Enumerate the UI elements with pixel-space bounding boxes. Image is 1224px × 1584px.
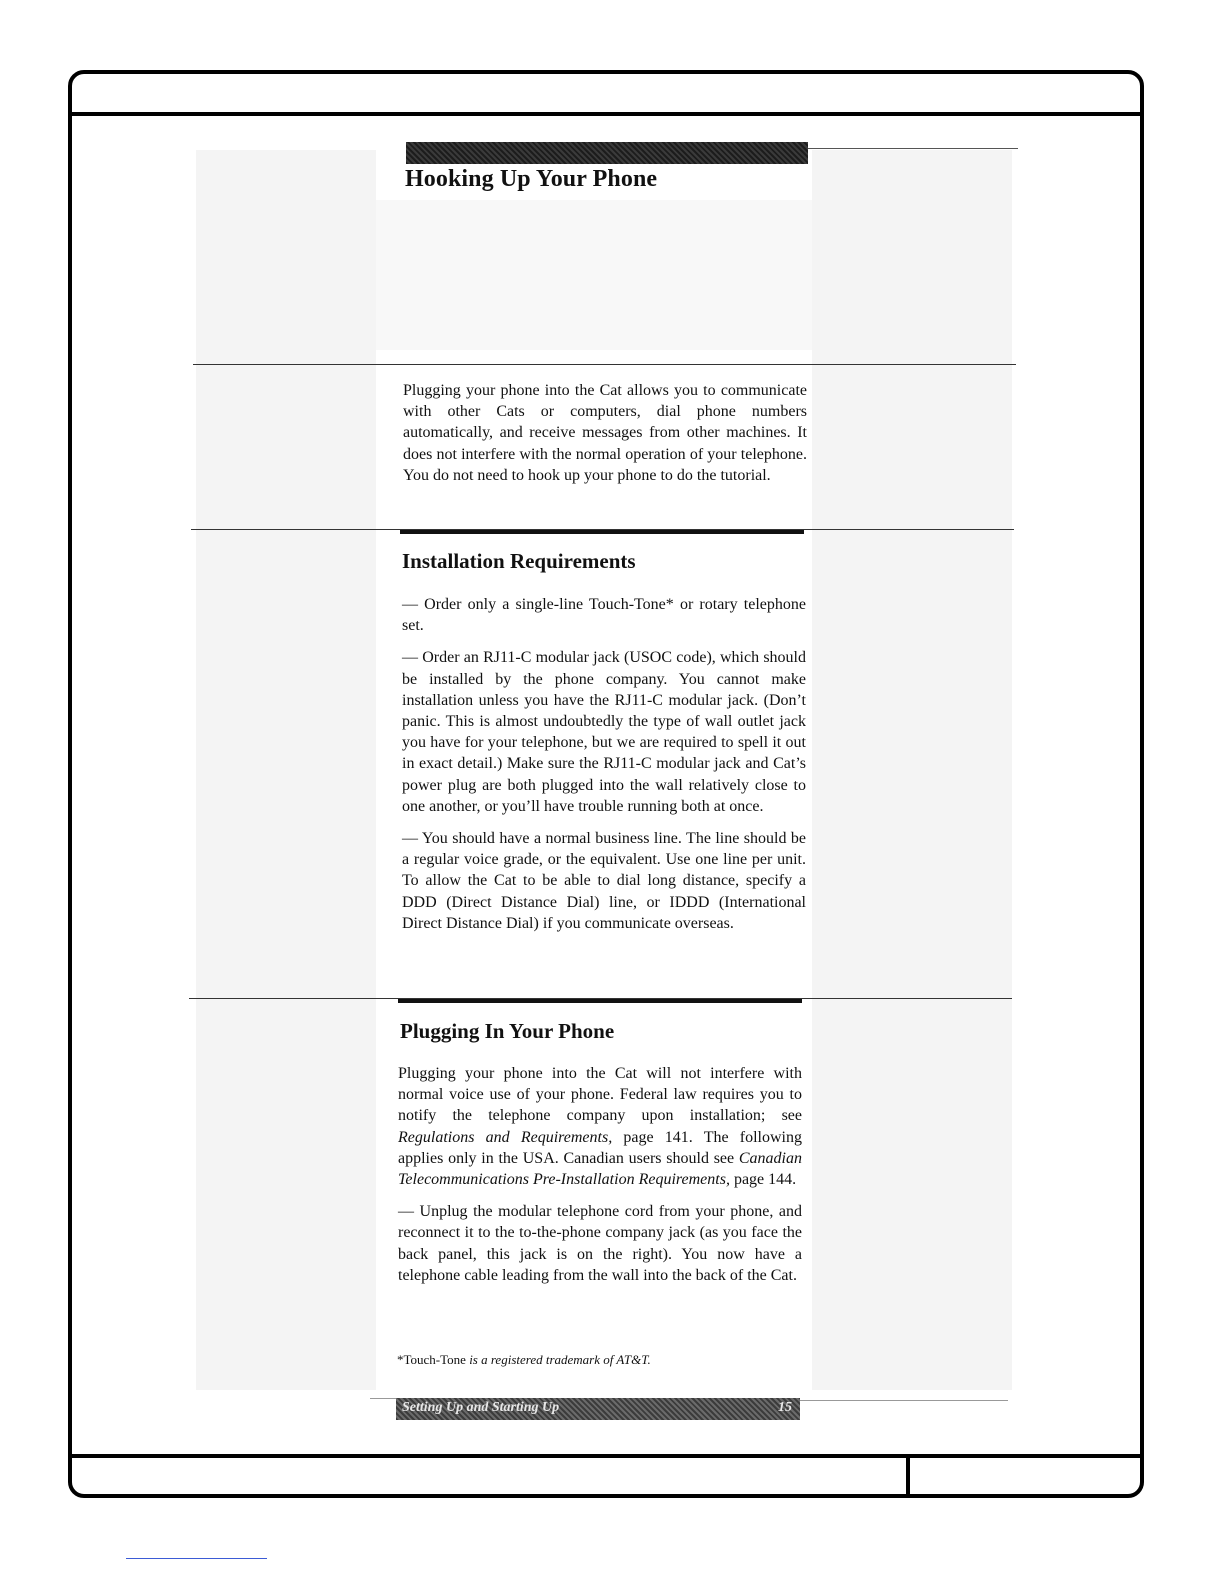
plugging-text-a: Plugging your phone into the Cat will not interfere with normal voice use of your phone. Federal law requires you to notify the telephone company upon installation; see [398, 1065, 802, 1125]
header-bar [406, 142, 808, 164]
section-divider-1 [193, 364, 1016, 365]
plugging-text-c: page 144. [729, 1171, 797, 1189]
frame-bottom-divider [906, 1454, 910, 1494]
frame-top-rule [72, 112, 1140, 116]
footer-rule-left [370, 1398, 396, 1399]
scan-shadow-left [196, 150, 376, 1390]
frame-bottom-rule [72, 1454, 1140, 1458]
installation-requirements [402, 594, 806, 945]
section-heading-installation: Installation Requirements [402, 549, 636, 573]
intro-paragraph [403, 380, 807, 497]
intro-text: Plugging your phone into the Cat allows you to communicate with other Cats or computers, dial phone numbers automatically, and receive messages from other machines. It does not interfere with the normal operation of your telephone. You do not need to hook up your phone to do the tutorial. [403, 382, 807, 484]
footer-page-number: 15 [778, 1400, 792, 1415]
scan-shadow-header [376, 200, 812, 350]
section-divider-2-thick [400, 530, 804, 534]
footer-bar [396, 1398, 800, 1420]
plugging-text-b: page 141. The following applies only in the USA. Canadian users should see [398, 1128, 802, 1167]
footer-rule-right [800, 1400, 1008, 1401]
section-heading-plugging: Plugging In Your Phone [400, 1019, 615, 1043]
footer-chapter: Setting Up and Starting Up [402, 1400, 560, 1415]
scan-shadow-right [812, 150, 1012, 1390]
link-underline [126, 1558, 267, 1559]
requirement-item: — Order an RJ11-C modular jack (USOC code), which should be installed by the phone company. You cannot make installation unless you have the RJ11-C modular jack. (Don’t panic. This is almost undoubtedly the type of wall outlet jack you have for your telephone, but we are required to spell it out in exact detail.) Make sure the RJ11-C modular jack and Cat’s power plug are both plugged into the wall relatively close to one another, or you’ll have trouble running both at once. [402, 649, 806, 815]
plugging-in-text [398, 1063, 802, 1297]
header-bar-rule [808, 148, 1018, 149]
plugging-instruction: — Unplug the modular telephone cord from your phone, and reconnect it to the to-the-phone company jack (as you face the back panel, this jack is on the right). You now have a telephone cable leading from the wall into the back of the Cat. [398, 1203, 802, 1284]
footnote [397, 1352, 651, 1368]
page-title: Hooking Up Your Phone [405, 166, 658, 192]
requirement-item: — You should have a normal business line. The line should be a regular voice grade, or the equivalent. Use one line per unit. To allow the Cat to be able to dial long distance, specify a DDD (Direct Distance Dial) line, or IDDD (International Direct Distance Dial) if you communicate overseas. [402, 830, 806, 932]
section-divider-3-thick [398, 999, 802, 1003]
footnote-text: is a registered trademark of AT&T. [465, 1352, 651, 1367]
plugging-paragraph [398, 1063, 802, 1190]
requirement-item: — Order only a single-line Touch-Tone* or rotary telephone set. [402, 596, 806, 635]
reference-canadian: Canadian Telecommunications Pre-Installation Requirements, [398, 1149, 802, 1189]
reference-regulations: Regulations and Requirements, [398, 1128, 613, 1146]
footnote-mark: *Touch-Tone [397, 1352, 466, 1367]
